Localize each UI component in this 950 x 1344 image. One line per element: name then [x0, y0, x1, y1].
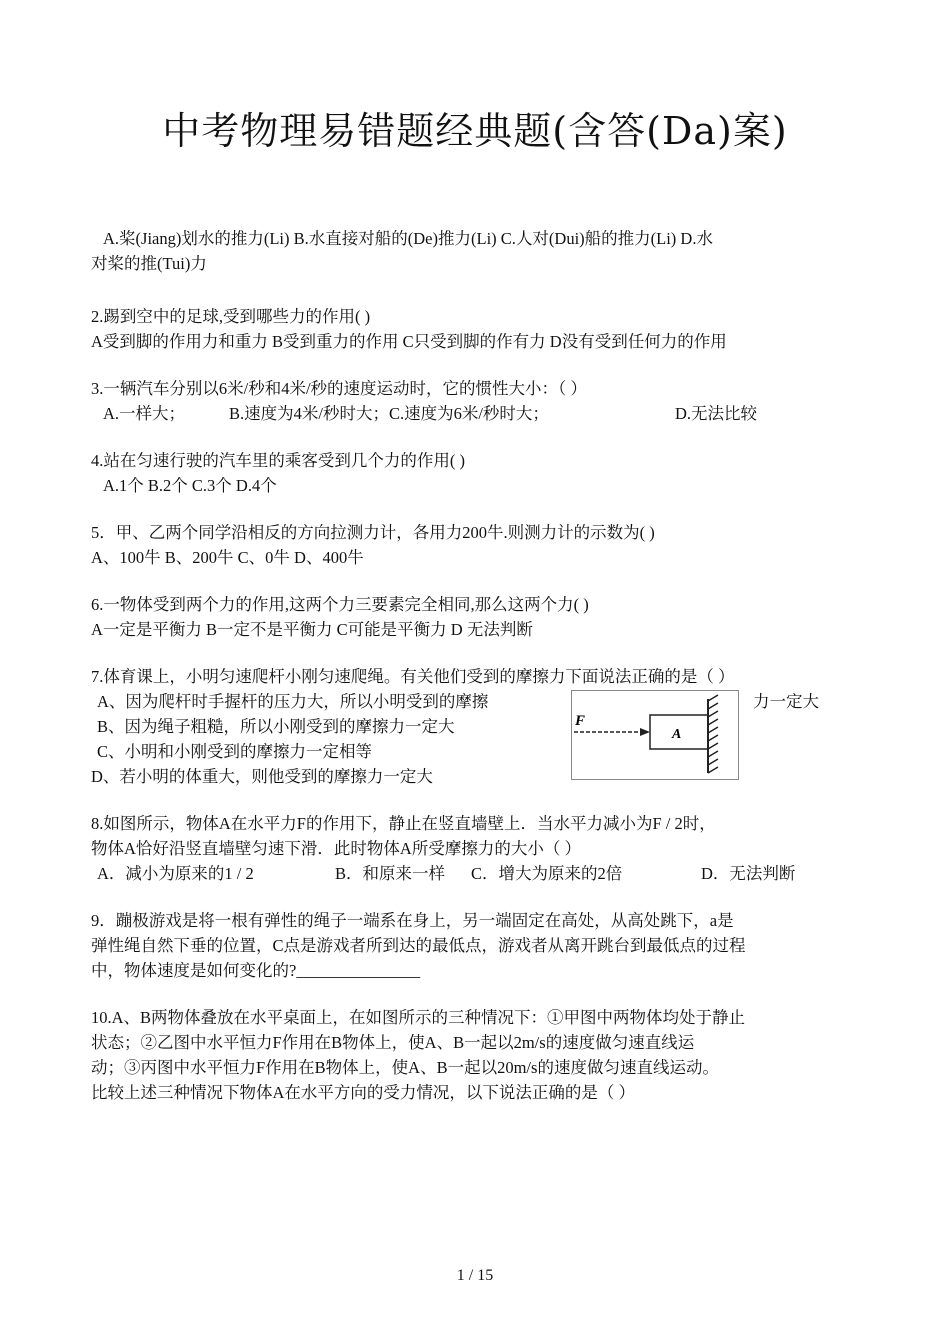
q7-stem: 7.体育课上，小明匀速爬杆小刚匀速爬绳。有关他们受到的摩擦力下面说法正确的是（ ）: [91, 667, 735, 686]
q3-option-bc: B.速度为4米/秒时大；C.速度为6米/秒时大；: [229, 404, 549, 423]
q7-option-c: C、小明和小刚受到的摩擦力一定相等: [97, 742, 373, 761]
force-diagram-svg: [572, 691, 738, 779]
q9-line-3: 中，物体速度是如何变化的?_______________: [91, 961, 421, 980]
question-1: [91, 226, 861, 276]
q8-option-c: C．增大为原来的2倍: [471, 864, 623, 883]
q3-options: [91, 401, 861, 426]
q7-option-d: D、若小明的体重大，则他受到的摩擦力一定大: [91, 767, 433, 786]
q2-stem: 2.踢到空中的足球,受到哪些力的作用( ): [91, 307, 371, 326]
force-diagram: [571, 690, 739, 780]
q2-options: A受到脚的作用力和重力 B受到重力的作用 C只受到脚的作有力 D没有受到任何力的作用: [91, 332, 727, 351]
q6-stem: 6.一物体受到两个力的作用,这两个力三要素完全相同,那么这两个力( ): [91, 595, 589, 614]
question-4: [91, 448, 861, 498]
question-3: [91, 376, 861, 426]
q8-option-b: B．和原来一样: [335, 864, 446, 883]
q8-option-a: A．减小为原来的1 / 2: [97, 864, 254, 883]
q10-line-4: 比较上述三种情况下物体A在水平方向的受力情况，以下说法正确的是（ ）: [91, 1083, 636, 1102]
q3-stem: 3.一辆汽车分别以6米/秒和4米/秒的速度运动时，它的惯性大小：（ ）: [91, 379, 587, 398]
q3-option-d: D.无法比较: [675, 404, 758, 423]
q3-option-a: A.一样大；: [103, 404, 186, 423]
q10-line-1: 10.A、B两物体叠放在水平桌面上，在如图所示的三种情况下：①甲图中两物体均处于静止: [91, 1008, 746, 1027]
q8-line-1: 8.如图所示，物体A在水平力F的作用下，静止在竖直墙壁上．当水平力减小为F / 2时，: [91, 814, 716, 833]
q10-line-3: 动；③丙图中水平恒力F作用在B物体上，使A、B一起以20m/s的速度做匀速直线运动。: [91, 1058, 719, 1077]
q5-stem: 5．甲、乙两个同学沿相反的方向拉测力计，各用力200牛.则测力计的示数为( ): [91, 523, 655, 542]
question-list: [91, 226, 861, 1127]
force-label: F: [575, 713, 586, 729]
force-arrow-head: [640, 728, 650, 736]
q7-option-a-tail: 力一定大: [753, 692, 819, 711]
block-label: A: [672, 727, 682, 742]
q1-options-line-2: 对桨的推(Tui)力: [91, 254, 207, 273]
q8-option-d: D．无法判断: [701, 864, 796, 883]
q10-line-2: 状态；②乙图中水平恒力F作用在B物体上，使A、B一起以2m/s的速度做匀速直线运: [91, 1033, 695, 1052]
q7-option-b: B、因为绳子粗糙，所以小刚受到的摩擦力一定大: [97, 717, 455, 736]
q9-line-1: 9．蹦极游戏是将一根有弹性的绳子一端系在身上，另一端固定在高处，从高处跳下，a是: [91, 911, 734, 930]
question-2: [91, 304, 861, 354]
q6-options: A一定是平衡力 B一定不是平衡力 C可能是平衡力 D 无法判断: [91, 620, 533, 639]
document-title: 中考物理易错题经典题(含答(Da)案): [162, 109, 788, 153]
q1-options-line-1: A.桨(Jiang)划水的推力(Li) B.水直接对船的(De)推力(Li) C.人对(Dui)船的推力(Li) D.水: [103, 229, 713, 248]
page-number: 1 / 15: [456, 1267, 494, 1284]
q9-line-2: 弹性绳自然下垂的位置，C点是游戏者所到达的最低点，游戏者从离开跳台到最低点的过程: [91, 936, 746, 955]
wall-hatching: [708, 695, 718, 773]
q8-options: [91, 861, 861, 886]
question-5: [91, 520, 861, 570]
q7-option-a: A、因为爬杆时手握杆的压力大，所以小明受到的摩擦: [97, 692, 489, 711]
q4-stem: 4.站在匀速行驶的汽车里的乘客受到几个力的作用( ): [91, 451, 465, 470]
q5-options: A、100牛 B、200牛 C、0牛 D、400牛: [91, 548, 364, 567]
question-10: [91, 1005, 861, 1105]
question-7: [91, 664, 861, 789]
question-6: [91, 592, 861, 642]
q8-line-2: 物体A恰好沿竖直墙壁匀速下滑．此时物体A所受摩擦力的大小（ ）: [91, 839, 581, 858]
question-9: [91, 908, 861, 983]
q4-options: A.1个 B.2个 C.3个 D.4个: [103, 476, 277, 495]
question-8: [91, 811, 861, 886]
